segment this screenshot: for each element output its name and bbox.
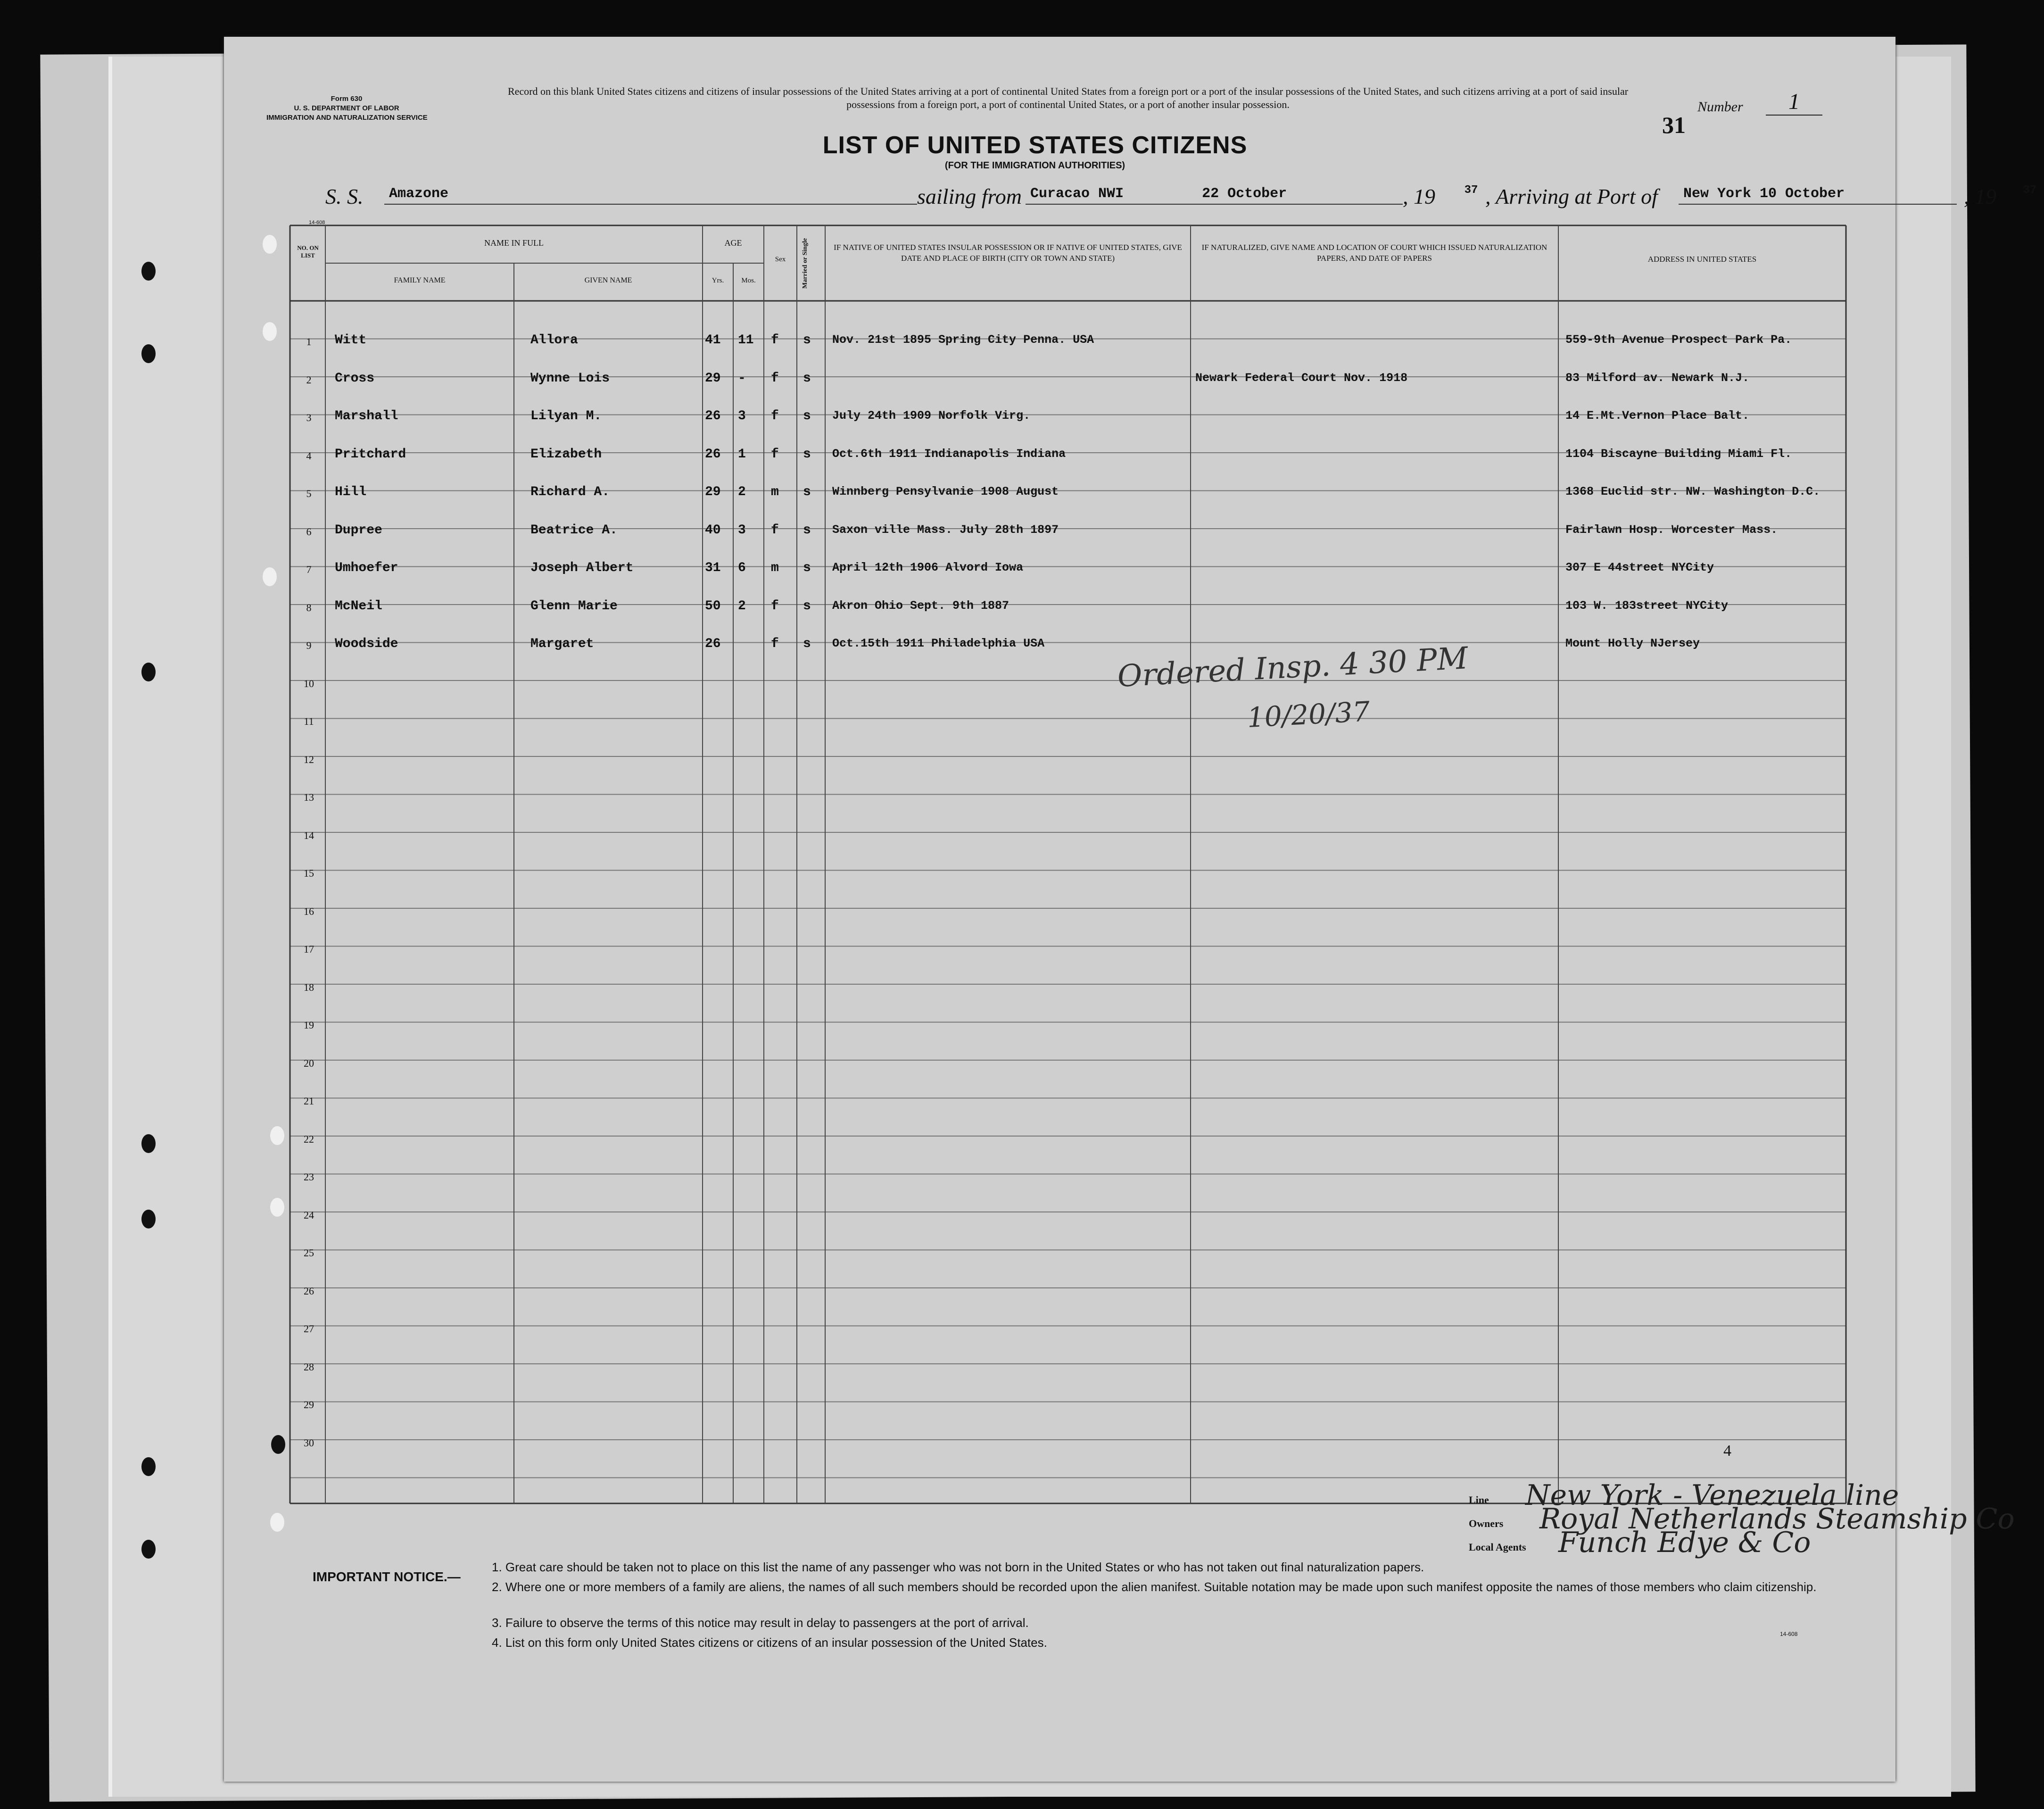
- family-name: Witt: [335, 333, 367, 348]
- sex: f: [771, 598, 779, 614]
- age-years: 40: [705, 523, 721, 538]
- departure-year: 37: [1464, 184, 1478, 197]
- row-number: 17: [304, 943, 314, 955]
- department: U. S. DEPARTMENT OF LABOR: [294, 104, 399, 112]
- row-number: 11: [304, 715, 314, 727]
- sheet-number: 31: [1662, 112, 1686, 138]
- header-naturalized: IF NATURALIZED, GIVE NAME AND LOCATION OF COURT WHICH ISSUED NATURALIZATION PAPERS, AND DATE OF PAPERS: [1201, 243, 1547, 263]
- address: 14 E.Mt.Vernon Place Balt.: [1565, 409, 1750, 423]
- sex: f: [771, 333, 779, 348]
- punch-hole: [271, 1435, 285, 1454]
- birth-info: Oct.6th 1911 Indianapolis Indiana: [832, 447, 1066, 461]
- age-months: 11: [738, 333, 754, 348]
- number-label: Number: [1697, 99, 1743, 115]
- punch-hole: [270, 1198, 284, 1217]
- manifest-sheet: [224, 37, 2037, 1782]
- sex: m: [771, 485, 779, 499]
- sex: f: [771, 637, 779, 651]
- sex: f: [771, 371, 779, 386]
- naturalization-info: Newark Federal Court Nov. 1918: [1195, 371, 1408, 385]
- sex: f: [771, 409, 779, 423]
- header-birth: IF NATIVE OF UNITED STATES INSULAR POSSESSION OR IF NATIVE OF UNITED STATES, GIVE DATE AND PLACE OF BIRTH (CITY OR TOWN AND STATE): [834, 243, 1182, 263]
- age-months: -: [738, 371, 746, 386]
- given-name: Glenn Marie: [530, 598, 618, 614]
- header-name-in-full: NAME IN FULL: [484, 238, 544, 248]
- birth-info: Winnberg Pensylvanie 1908 August: [832, 485, 1059, 498]
- ss-label: S. S.: [325, 184, 364, 208]
- row-number: 18: [304, 981, 314, 993]
- departure-date: 22 October: [1202, 186, 1287, 202]
- punch-hole: [263, 567, 277, 586]
- age-years: 29: [705, 371, 721, 386]
- agents-label: Local Agents: [1469, 1541, 1526, 1553]
- address: Mount Holly NJersey: [1565, 637, 1700, 650]
- marital-status: s: [803, 371, 811, 386]
- row-number: 7: [306, 564, 312, 575]
- age-years: 26: [705, 637, 721, 651]
- address: 1368 Euclid str. NW. Washington D.C.: [1565, 485, 1821, 498]
- marital-status: s: [803, 598, 811, 614]
- marital-status: s: [803, 333, 811, 348]
- row-number: 22: [304, 1133, 314, 1145]
- row-number: 25: [304, 1247, 314, 1259]
- age-months: 3: [738, 523, 746, 538]
- row-number: 10: [304, 677, 314, 689]
- row-number: 1: [306, 336, 312, 348]
- row-number: 24: [304, 1209, 314, 1221]
- owners-label: Owners: [1469, 1518, 1504, 1529]
- sex: f: [771, 523, 779, 538]
- family-name: Hill: [335, 485, 367, 499]
- birth-info: April 12th 1906 Alvord Iowa: [832, 561, 1024, 574]
- header-married-or-single: Married or Single: [802, 238, 809, 289]
- sex: f: [771, 447, 779, 462]
- header-given-name: GIVEN NAME: [584, 276, 632, 284]
- row-number: 14: [304, 829, 314, 841]
- family-name: McNeil: [335, 598, 382, 614]
- punch-hole: [270, 1126, 284, 1145]
- row-number: 2: [306, 373, 312, 386]
- binder-hole: [141, 1540, 156, 1559]
- row-number: 26: [304, 1285, 314, 1297]
- given-name: Richard A.: [530, 485, 610, 499]
- marital-status: s: [803, 485, 811, 499]
- given-name: Joseph Albert: [530, 561, 634, 575]
- row-number: 4: [306, 449, 312, 462]
- binder-hole: [141, 663, 156, 681]
- binder-hole: [141, 344, 156, 363]
- page-number: 4: [1723, 1442, 1731, 1460]
- given-name: Lilyan M.: [530, 409, 602, 423]
- row-number: 8: [306, 601, 312, 614]
- sailing-from-label: sailing from: [917, 184, 1022, 208]
- print-code: 14-608: [309, 220, 325, 225]
- birth-info: Oct.15th 1911 Philadelphia USA: [832, 637, 1045, 650]
- row-number: 9: [306, 639, 312, 651]
- row-number: 19: [304, 1019, 314, 1031]
- age-years: 50: [705, 598, 721, 614]
- given-name: Beatrice A.: [530, 523, 618, 538]
- binder-hole: [141, 1134, 156, 1153]
- notice-2: 2. Where one or more members of a family are aliens, the names of all such members should be recorded upon the alien manifest. Suitable notation may be made upon such manifest opposite the names of those members who claim citizenship.: [492, 1580, 1817, 1594]
- owners-value: Royal Netherlands Steamship Co: [1539, 1502, 2015, 1535]
- birth-info: Akron Ohio Sept. 9th 1887: [832, 598, 1010, 613]
- row-number: 12: [304, 753, 314, 765]
- form-code: 14-608: [1780, 1631, 1798, 1637]
- given-name: Margaret: [530, 637, 594, 651]
- row-number: 23: [304, 1171, 314, 1183]
- marital-status: s: [803, 447, 811, 462]
- age-years: 29: [705, 485, 721, 499]
- punch-hole: [270, 1513, 284, 1532]
- header-no-on-list: NO. ON LIST: [297, 244, 319, 259]
- service: IMMIGRATION AND NATURALIZATION SERVICE: [266, 114, 428, 122]
- marital-status: s: [803, 637, 811, 651]
- page-subtitle: (FOR THE IMMIGRATION AUTHORITIES): [944, 160, 1125, 171]
- family-name: Umhoefer: [335, 561, 398, 575]
- row-number: 3: [306, 412, 312, 423]
- age-years: 26: [705, 409, 721, 423]
- header-family-name: FAMILY NAME: [394, 276, 446, 284]
- binder-hole: [141, 1457, 156, 1476]
- binder-hole: [141, 262, 156, 281]
- year-prefix-1: , 19: [1403, 184, 1435, 208]
- age-months: 6: [738, 561, 746, 575]
- row-number: 15: [304, 867, 314, 879]
- birth-info: Saxon ville Mass. July 28th 1897: [832, 523, 1059, 537]
- address: 83 Milford av. Newark N.J.: [1565, 371, 1750, 385]
- address: 103 W. 183street NYCity: [1565, 598, 1729, 613]
- page-title: LIST OF UNITED STATES CITIZENS: [822, 132, 1248, 159]
- row-number: 20: [304, 1057, 314, 1069]
- row-number: 30: [304, 1436, 314, 1449]
- intro-text: Record on this blank United States citizens and citizens of insular possessions of the United States arriving at a port of continental United States from a foreign port or a port of the insular possessions of the United States, and such citizens arriving at a port of said insular possessions from a foreign port, a port of continental United States, or a port of another insular possession.: [507, 85, 1629, 110]
- header-mos: Mos.: [741, 277, 756, 284]
- age-years: 41: [705, 333, 721, 348]
- age-years: 26: [705, 447, 721, 462]
- row-number: 27: [304, 1323, 314, 1335]
- notice-3: 3. Failure to observe the terms of this notice may result in delay to passengers at the port of arrival.: [492, 1616, 1029, 1630]
- header-yrs: Yrs.: [712, 277, 724, 284]
- age-months: 3: [738, 409, 746, 423]
- line-value: New York - Venezuela line: [1525, 1479, 1899, 1512]
- address: 1104 Biscayne Building Miami Fl.: [1565, 447, 1792, 461]
- binder-hole: [141, 1210, 156, 1228]
- agents-value: Funch Edye & Co: [1558, 1526, 1811, 1559]
- number-value: 1: [1766, 89, 1822, 116]
- family-name: Marshall: [335, 409, 398, 423]
- ship-name: Amazone: [384, 186, 917, 205]
- row-number: 29: [304, 1399, 314, 1411]
- arriving-label: , Arriving at Port of: [1485, 184, 1658, 208]
- row-number: 6: [306, 525, 312, 538]
- row-number: 16: [304, 905, 314, 917]
- arrival-year: 37: [2023, 184, 2037, 197]
- marital-status: s: [803, 409, 811, 423]
- punch-hole: [263, 322, 277, 341]
- notice-4: 4. List on this form only United States citizens or citizens of an insular possession of the United States.: [492, 1635, 1047, 1650]
- marital-status: s: [803, 523, 811, 538]
- form-number: Form 630: [331, 95, 363, 103]
- address: 307 E 44street NYCity: [1565, 561, 1714, 574]
- family-name: Dupree: [335, 523, 382, 538]
- sex: m: [771, 561, 779, 575]
- notice-1: 1. Great care should be taken not to place on this list the name of any passenger who was not born in the United States or who has not taken out final naturalization papers.: [492, 1560, 1424, 1574]
- line-label: Line: [1469, 1494, 1489, 1506]
- age-months: 1: [738, 447, 746, 462]
- row-number: 13: [304, 791, 314, 803]
- family-name: Woodside: [335, 637, 398, 651]
- given-name: Elizabeth: [530, 447, 602, 462]
- year-prefix-2: , 19: [1964, 184, 1996, 208]
- header-address: ADDRESS IN UNITED STATES: [1647, 255, 1757, 264]
- marital-status: s: [803, 561, 811, 575]
- address: Fairlawn Hosp. Worcester Mass.: [1565, 523, 1778, 537]
- notice-title: IMPORTANT NOTICE.—: [313, 1569, 461, 1584]
- age-months: 2: [738, 485, 746, 499]
- given-name: Allora: [530, 333, 578, 348]
- age-months: 2: [738, 598, 746, 614]
- punch-hole: [263, 235, 277, 254]
- birth-info: Nov. 21st 1895 Spring City Penna. USA: [832, 333, 1094, 347]
- arrival-port-date: New York 10 October: [1679, 186, 1957, 205]
- inspection-date: 10/20/37: [1246, 695, 1371, 734]
- row-number: 21: [304, 1095, 314, 1107]
- age-years: 31: [705, 561, 721, 575]
- family-name: Pritchard: [335, 447, 406, 462]
- header-sex: Sex: [775, 256, 786, 263]
- birth-info: July 24th 1909 Norfolk Virg.: [832, 409, 1031, 423]
- header-age: AGE: [724, 238, 742, 248]
- row-number: 28: [304, 1361, 314, 1373]
- port-of-departure: Curacao NWI: [1030, 186, 1124, 202]
- row-number: 5: [306, 488, 312, 499]
- inspection-note: Ordered Insp. 4 30 PM: [1117, 641, 1469, 694]
- address: 559-9th Avenue Prospect Park Pa.: [1565, 333, 1792, 347]
- family-name: Cross: [335, 371, 375, 386]
- given-name: Wynne Lois: [530, 371, 610, 386]
